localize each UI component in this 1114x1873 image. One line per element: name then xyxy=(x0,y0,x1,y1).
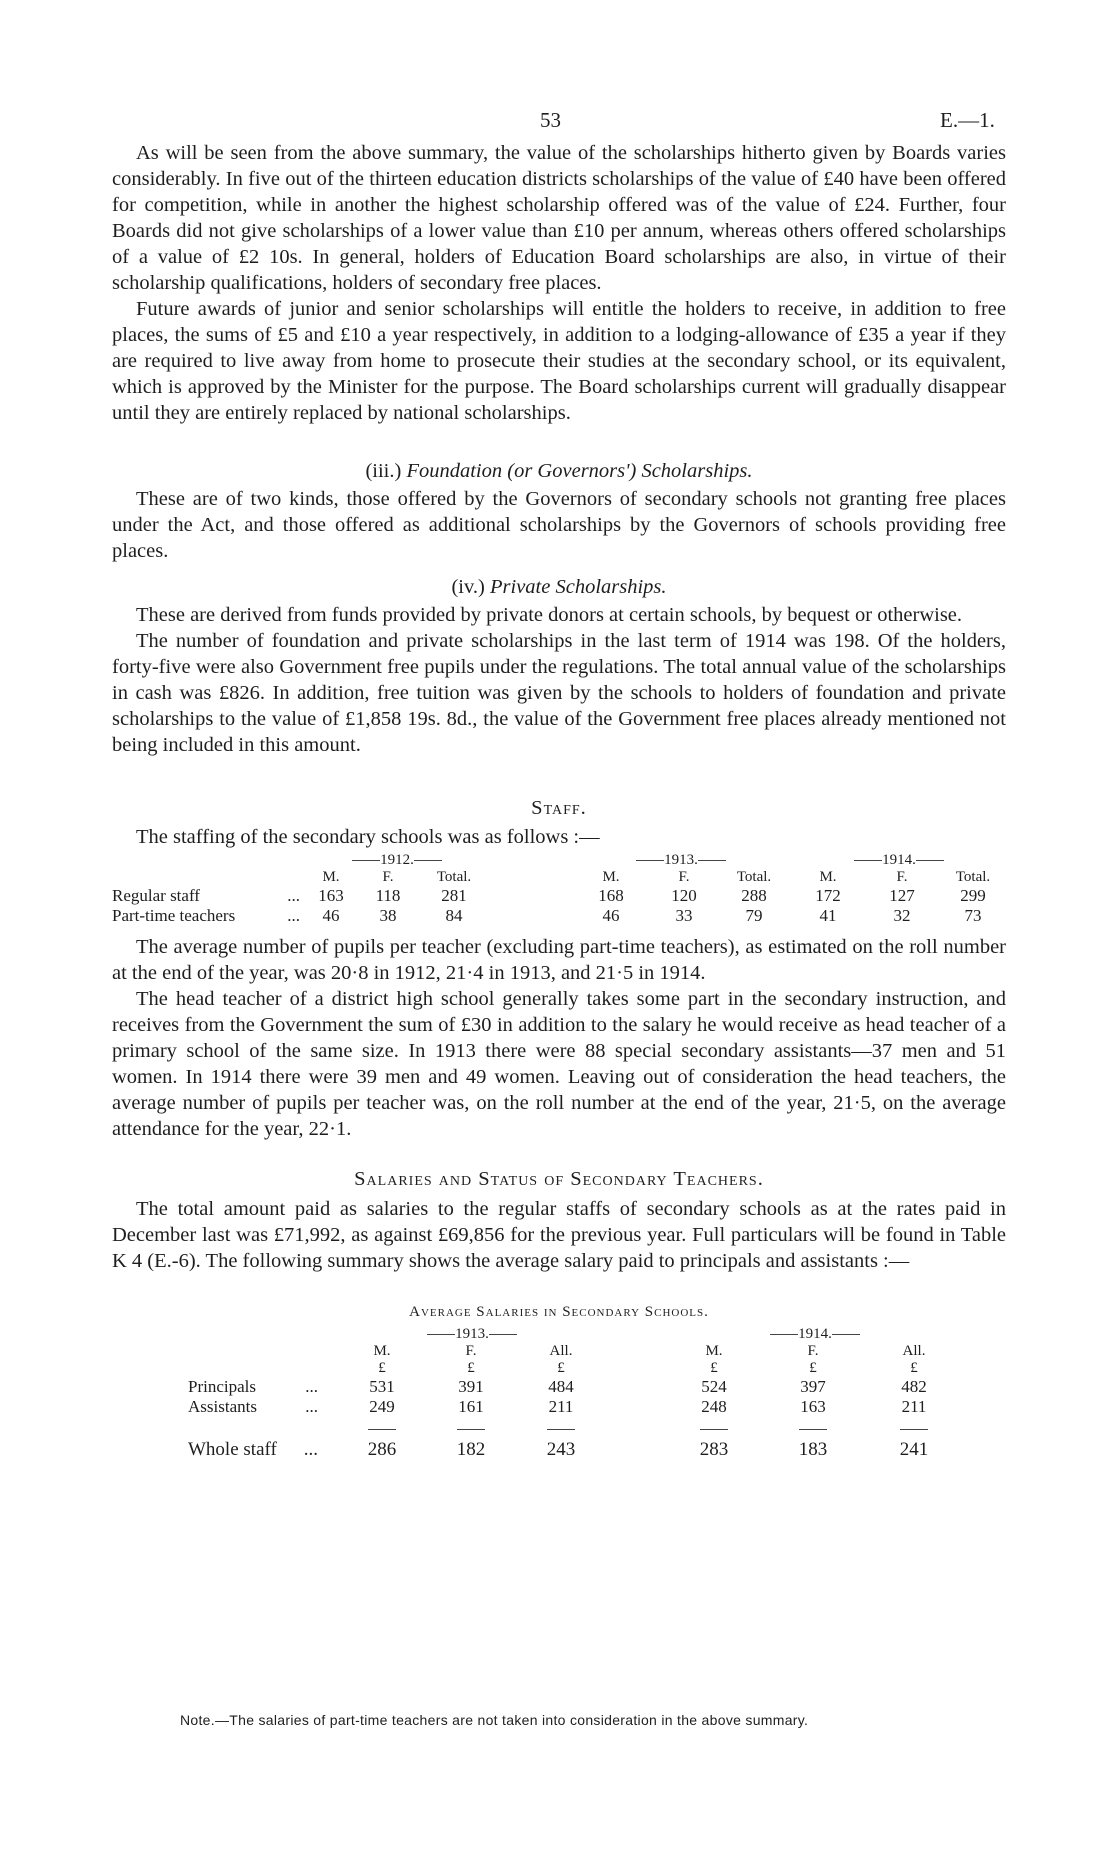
table-row xyxy=(188,1377,968,1397)
paragraph-salaries-total: The total amount paid as salaries to the regular staffs of secondary schools as at the rates paid in December last was £71,992, as against £69,856 for the previous year. Full particulars will be found in Table K 4 (E.-6). The following summary shows the average salary paid to principals and assistants :— xyxy=(112,1198,1006,1272)
table-cell: 243 xyxy=(546,1439,576,1460)
col-f: F. xyxy=(896,869,908,885)
salary-year-1914: 1914. xyxy=(798,1326,832,1342)
paragraph-future-awards: Future awards of junior and senior scholarships will entitle the holders to receive, in addition to free places, the sums of £5 and £10 a year respectively, in addition to a lodging-allowance of £35 a year if they are required to live away from home to prosecute their studies at the secondary school, or its equivalent, which is approved by the Minister for the purpose. The Board scholarships current will gradually disappear until they are entirely replaced by national scholarships. xyxy=(112,298,1006,424)
table-cell: 163 xyxy=(318,886,344,905)
table-cell: 283 xyxy=(699,1439,729,1460)
row-label: Principals xyxy=(188,1377,256,1396)
table-cell: 286 xyxy=(367,1439,397,1460)
table-cell: 168 xyxy=(598,886,624,905)
heading-foundation-scholarships xyxy=(112,460,1006,483)
salary-year-1913: 1913. xyxy=(455,1326,489,1342)
table-row xyxy=(112,906,1006,926)
col-f: F. xyxy=(465,1343,477,1359)
table-cell: 161 xyxy=(458,1397,484,1416)
staff-intro xyxy=(112,824,1006,850)
table-cell: 391 xyxy=(458,1377,484,1396)
heading-salaries: Salaries and Status of Secondary Teachers. xyxy=(354,1168,764,1190)
heading-foundation-title: Foundation (or Governors') Scholarships. xyxy=(406,460,753,482)
salary-table-title: Average Salaries in Secondary Schools. xyxy=(409,1304,709,1320)
table-cell: 281 xyxy=(441,886,467,905)
table-row xyxy=(112,886,1006,906)
col-m: M. xyxy=(705,1343,723,1359)
table-cell: 248 xyxy=(701,1397,727,1416)
row-label: Assistants xyxy=(188,1397,257,1416)
heading-staff: Staff. xyxy=(531,797,587,819)
col-m: M. xyxy=(602,869,620,885)
paragraph-district-high-school: The head teacher of a district high school generally takes some part in the secondary instruction, and receives from the Government the sum of £30 in addition to the salary he would receive as head teacher of a primary school of the same size. In 1913 there were 88 special secondary assistants—37 men and 51 women. In 1914 there were 39 men and 49 women. Leaving out of consideration the head teachers, the average number of pupils per teacher was, on the roll number at the end of the year, 21·5, on the average attendance for the year, 22·1. xyxy=(112,988,1006,1140)
staff-year-1914: 1914. xyxy=(882,852,916,868)
col-m: M. xyxy=(373,1343,391,1359)
table-cell: 299 xyxy=(960,886,986,905)
heading-private-number: (iv.) xyxy=(451,576,485,598)
table-cell: 211 xyxy=(901,1397,927,1416)
heading-foundation-number: (iii.) xyxy=(365,460,402,482)
table-cell: 484 xyxy=(548,1377,574,1396)
row-label: Part-time teachers xyxy=(112,906,236,925)
table-cell: 118 xyxy=(375,886,401,905)
table-cell: 79 xyxy=(745,906,763,925)
table-cell: 46 xyxy=(602,906,620,925)
table-cell: 249 xyxy=(369,1397,395,1416)
unit-pound: £ xyxy=(910,1360,918,1376)
paragraph-pupils-per-teacher: The average number of pupils per teacher (excluding part-time teachers), as estimated on the roll number at the end of the year, was 20·8 in 1912, 21·4 in 1913, and 21·5 in 1914. xyxy=(112,936,1006,984)
table-cell: 531 xyxy=(369,1377,395,1396)
paragraph-staff-intro: The staffing of the secondary schools was as follows :— xyxy=(136,826,600,848)
unit-pound: £ xyxy=(809,1360,817,1376)
body-text-1 xyxy=(112,140,1006,426)
row-dots: ... xyxy=(305,1377,318,1396)
table-cell: 241 xyxy=(899,1439,929,1460)
col-f: F. xyxy=(382,869,394,885)
table-cell: 41 xyxy=(819,906,837,925)
staff-year-1912: 1912. xyxy=(380,852,414,868)
heading-private-scholarships xyxy=(112,576,1006,599)
table-cell: 84 xyxy=(445,906,463,925)
table-cell: 288 xyxy=(741,886,767,905)
paragraph-scholarship-count: The number of foundation and private scholarships in the last term of 1914 was 198. Of the holders, forty-five were also Government free pupils under the regulations. The total annual value of the scholarships in cash was £826. In addition, free tuition was given by the schools to holders of foundation and private scholarships to the value of £1,858 19s. 8d., the value of the Government free places already mentioned not being included in this amount. xyxy=(112,630,1006,756)
unit-pound: £ xyxy=(557,1360,565,1376)
row-dots: ... xyxy=(303,1439,318,1460)
table-cell: 38 xyxy=(379,906,397,925)
unit-pound: £ xyxy=(378,1360,386,1376)
page-number: 53 xyxy=(540,108,561,132)
col-total: Total. xyxy=(436,869,472,885)
row-dots: ... xyxy=(287,886,300,905)
paragraph-private-sources: These are derived from funds provided by private donors at certain schools, by bequest or otherwise. xyxy=(136,604,963,626)
row-dots: ... xyxy=(287,906,300,925)
col-total: Total. xyxy=(955,869,991,885)
col-f: F. xyxy=(807,1343,819,1359)
col-all: All. xyxy=(902,1343,926,1359)
table-cell: 33 xyxy=(675,906,693,925)
table-cell: 182 xyxy=(456,1439,486,1460)
col-total: Total. xyxy=(736,869,772,885)
col-m: M. xyxy=(322,869,340,885)
table-cell: 163 xyxy=(800,1397,826,1416)
table-row xyxy=(188,1439,968,1461)
table-cell: 120 xyxy=(671,886,697,905)
paragraph-foundation-kinds: These are of two kinds, those offered by the Governors of secondary schools not granting free places under the Act, and those offered as additional scholarships by the Governors of schools providing free places. xyxy=(112,488,1006,562)
table-cell: 172 xyxy=(815,886,841,905)
document-reference: E.—1. xyxy=(940,108,995,132)
col-all: All. xyxy=(549,1343,573,1359)
row-dots: ... xyxy=(305,1397,318,1416)
table-row xyxy=(188,1397,968,1417)
row-label: Regular staff xyxy=(112,886,200,905)
table-cell: 397 xyxy=(800,1377,826,1396)
body-text-4 xyxy=(112,934,1006,1142)
col-m: M. xyxy=(819,869,837,885)
table-cell: 127 xyxy=(889,886,915,905)
unit-pound: £ xyxy=(467,1360,475,1376)
staff-table xyxy=(112,852,1006,926)
heading-private-title: Private Scholarships. xyxy=(490,576,667,598)
table-cell: 32 xyxy=(893,906,911,925)
body-text-5 xyxy=(112,1196,1006,1274)
staff-year-1913: 1913. xyxy=(664,852,698,868)
table-cell: 73 xyxy=(964,906,982,925)
table-cell: 46 xyxy=(322,906,340,925)
salary-note: Note.—The salaries of part-time teachers are not taken into consideration in the above summary. xyxy=(180,1712,809,1728)
paragraph-scholarship-values: As will be seen from the above summary, the value of the scholarships hitherto given by Boards varies considerably. In five out of the thirteen education districts scholarships of the value of £40 have been offered for competition, while in another the highest scholarship offered was of the value of £24. Further, four Boards did not give scholarships of a lower value than £10 per annum, whereas others offered scholarships of a value of £2 10s. In general, holders of Education Board scholarships are also, in virtue of their scholarship qualifications, holders of secondary free places. xyxy=(112,142,1006,294)
unit-pound: £ xyxy=(710,1360,718,1376)
body-text-2 xyxy=(112,486,1006,564)
table-cell: 211 xyxy=(548,1397,574,1416)
salary-table xyxy=(188,1326,968,1461)
row-label: Whole staff xyxy=(188,1439,277,1460)
col-f: F. xyxy=(678,869,690,885)
table-cell: 482 xyxy=(901,1377,927,1396)
table-cell: 524 xyxy=(701,1377,727,1396)
body-text-3 xyxy=(112,602,1006,758)
table-cell: 183 xyxy=(798,1439,828,1460)
